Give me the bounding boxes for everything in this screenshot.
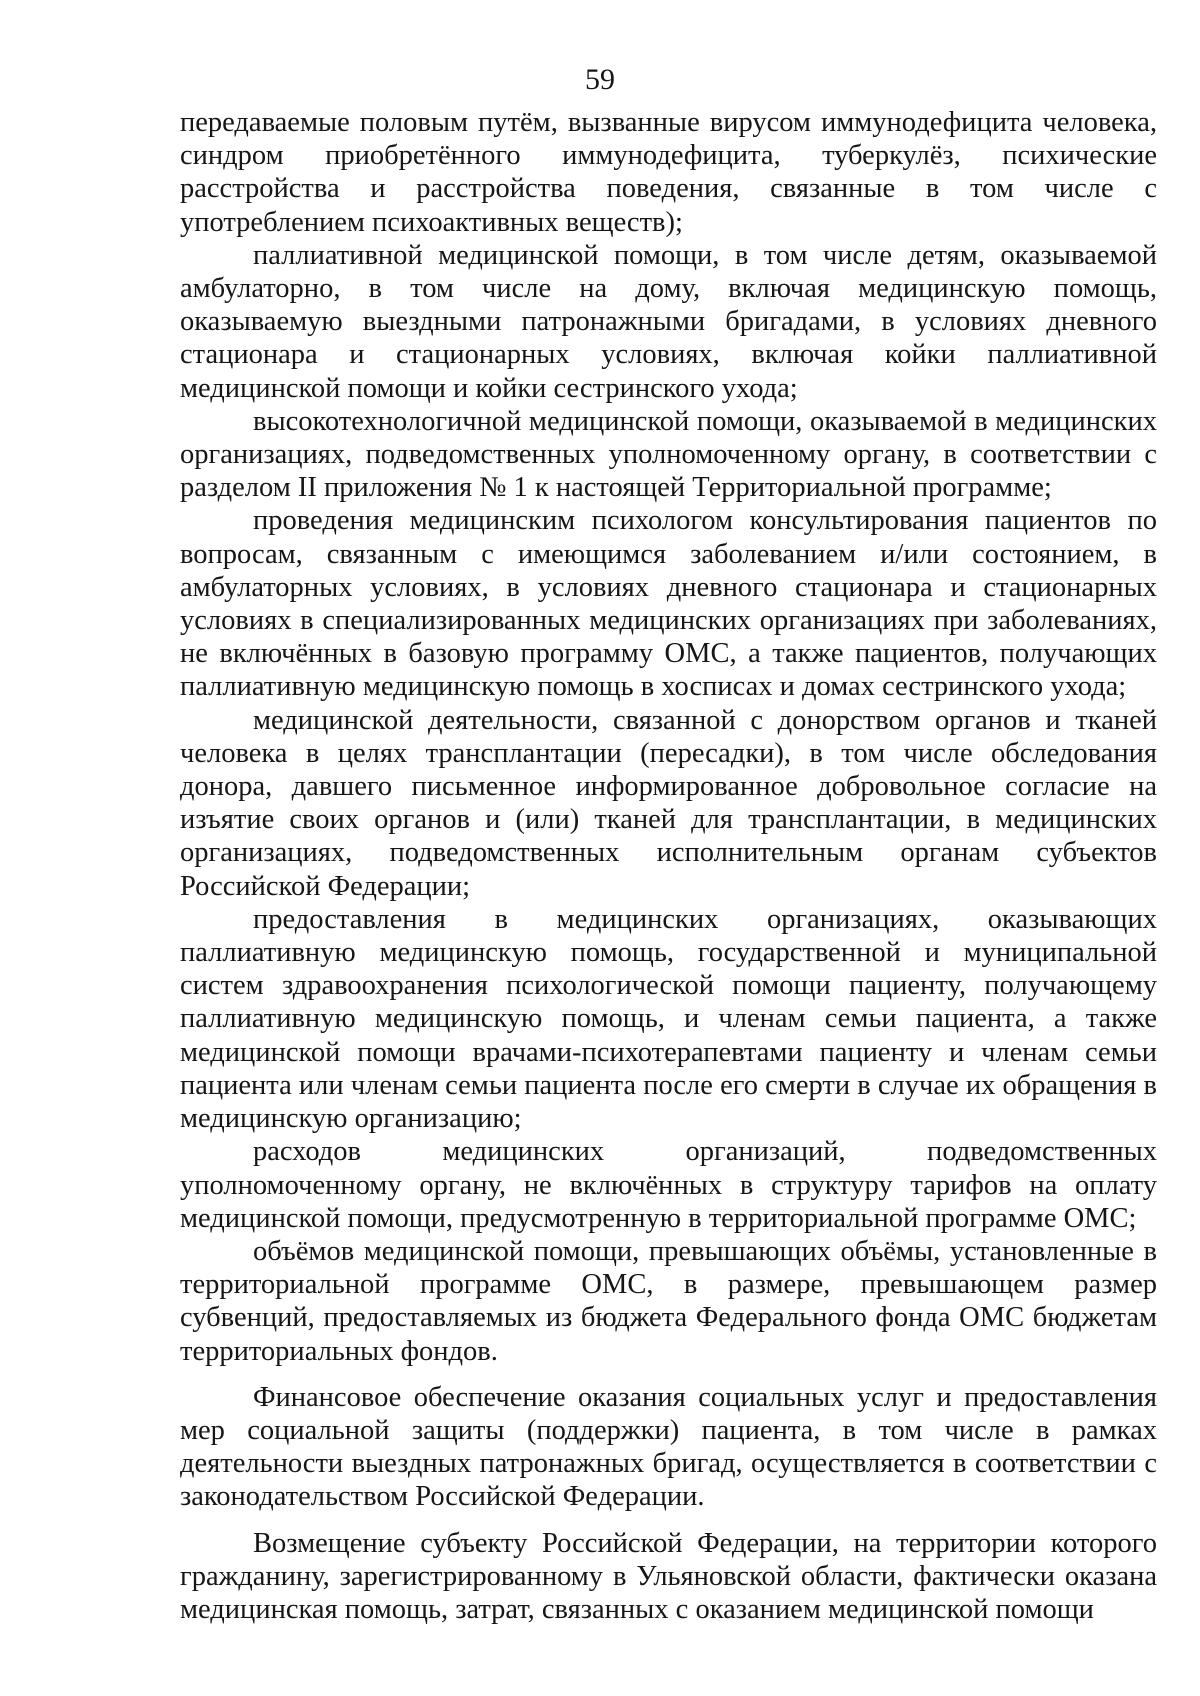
paragraph-organ-donation: медицинской деятельности, связанной с донорством органов и тканей человека в целях трансплантации (пересадки), в том числе обследования донора, давшего письменное информированное добровольное согласие на изъятие своих органов и (или) тканей для трансплантации, в медицинских организациях, подведомственных исполнительным органам субъектов Российской Федерации; bbox=[180, 704, 1157, 902]
paragraph-social-services-financing: Финансовое обеспечение оказания социальных услуг и предоставления мер социальной защиты (поддержки) пациента, в том числе в рамках деятельности выездных патронажных бригад, осуществляется в соответствии с законодательством Российской Федерации. bbox=[180, 1381, 1157, 1513]
paragraph-excess-volumes: объёмов медицинской помощи, превышающих объёмы, установленные в территориальной программе ОМС, в размере, превышающем размер субвенций, предоставляемых из бюджета Федерального фонда ОМС бюджетам территориальных фондов. bbox=[180, 1235, 1157, 1367]
page-number: 59 bbox=[585, 63, 615, 96]
paragraph-high-tech-care: высокотехнологичной медицинской помощи, оказываемой в медицинских организациях, подведомственных уполномоченному органу, в соответствии с разделом II приложения № 1 к настоящей Территориальной программе; bbox=[180, 405, 1157, 504]
paragraph-organization-expenses: расходов медицинских организаций, подведомственных уполномоченному органу, не включённых в структуру тарифов на оплату медицинской помощи, предусмотренную в территориальной программе ОМС; bbox=[180, 1136, 1157, 1234]
paragraph-continuation: передаваемые половым путём, вызванные вирусом иммунодефицита человека, синдром приобретённого иммунодефицита, туберкулёз, психические расстройства и расстройства поведения, связанные в том числе с употреблением психоактивных веществ); bbox=[180, 107, 1157, 238]
document-body bbox=[180, 106, 1157, 1626]
paragraph-palliative-care: паллиативной медицинской помощи, в том числе детям, оказываемой амбулаторно, в том числе на дому, включая медицинскую помощь, оказываемую выездными патронажными бригадами, в условиях дневного стационара и стационарных условиях, включая койки паллиативной медицинской помощи и койки сестринского ухода; bbox=[180, 239, 1157, 404]
paragraph-reimbursement: Возмещение субъекту Российской Федерации, на территории которого гражданину, зарегистрированному в Ульяновской области, фактически оказана медицинская помощь, затрат, связанных с оказанием медицинской помощи bbox=[180, 1527, 1157, 1625]
paragraph-psychologist-consulting: проведения медицинским психологом консультирования пациентов по вопросам, связанным с имеющимся заболеванием и/или состоянием, в амбулаторных условиях, в условиях дневного стационара и стационарных условиях в специализированных медицинских организациях при заболеваниях, не включённых в базовую программу ОМС, а также пациентов, получающих паллиативную медицинскую помощь в хосписах и домах сестринского ухода; bbox=[180, 505, 1157, 703]
paragraph-psychological-help: предоставления в медицинских организациях, оказывающих паллиативную медицинскую помощь, государственной и муниципальной систем здравоохранения психологической помощи пациенту, получающему паллиативную медицинскую помощь, и членам семьи пациента, а также медицинской помощи врачами-психотерапевтами пациенту и членам семьи пациента или членам семьи пациента после его смерти в случае их обращения в медицинскую организацию; bbox=[180, 903, 1157, 1135]
